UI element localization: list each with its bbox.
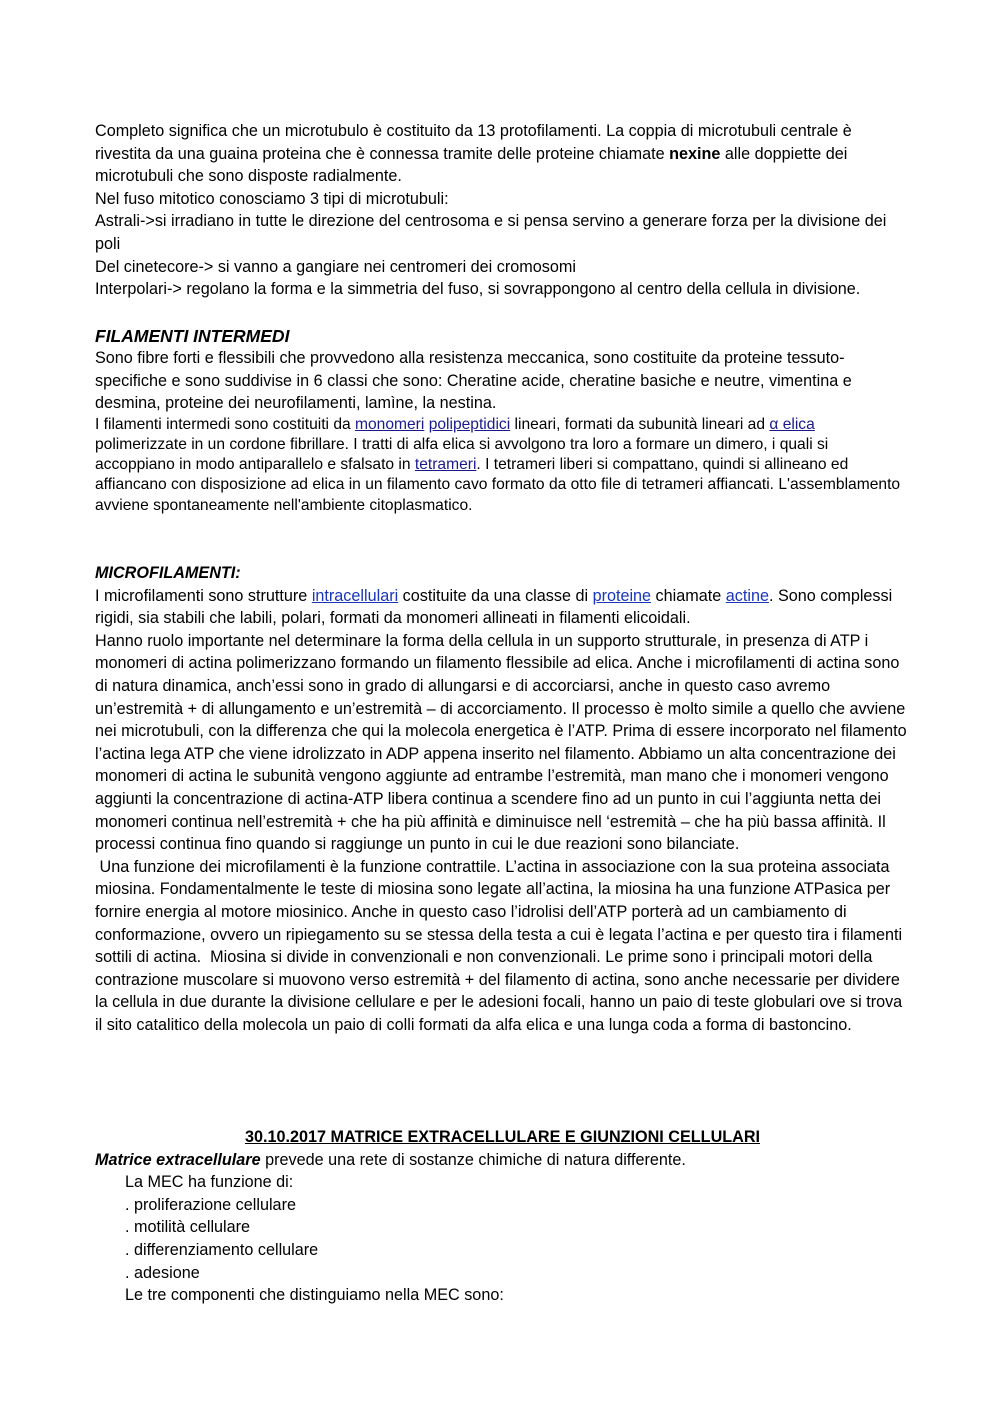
text-span: . I tetrameri liberi si compattano, quindi si allineano ed affiancano con disposizione ad elica in un filamento cavo formato da otto file di tetrameri affiancati. L'assemblamento avviene spontaneamente nell'ambiente citoplasmatico.: [95, 456, 901, 514]
paragraph: Astrali->si irradiano in tutte le direzione del centrosoma e si pensa servino a generare forza per la divisione dei poli: [95, 212, 887, 253]
text-span: I microfilamenti sono strutture: [95, 586, 312, 605]
bold-term: nexine: [669, 144, 721, 163]
text-span: chiamate: [651, 586, 726, 605]
text-span: . Sono complessi rigidi, sia stabili che labili, polari, formati da monomeri allineati in filamenti elicoidali.: [95, 586, 893, 628]
link-tetrameri[interactable]: tetrameri: [414, 456, 477, 474]
text-span: polimerizzate in un cordone fibrillare. I tratti di alfa elica si avvolgono tra loro a formare un dimero, i quali si accoppiano in modo antiparallelo e sfalsato in: [95, 435, 829, 474]
link-intracellulari[interactable]: intracellulari: [311, 586, 399, 605]
link-monomeri[interactable]: monomeri: [355, 415, 425, 433]
paragraph: [95, 585, 910, 630]
list-item: . adesione: [125, 1263, 200, 1282]
paragraph: Interpolari-> regolano la forma e la simmetria del fuso, si sovrappongono al centro della cellula in divisione.: [95, 280, 861, 299]
paragraph: [95, 415, 910, 516]
list-item: . proliferazione cellulare: [125, 1195, 296, 1214]
list-intro: La MEC ha funzione di:: [125, 1173, 294, 1192]
link-polipeptidici[interactable]: polipeptidici: [428, 415, 511, 433]
section-heading: FILAMENTI INTERMEDI: [95, 326, 290, 346]
bold-term: Matrice extracellulare: [95, 1150, 261, 1169]
intro-section: [95, 120, 910, 301]
closing-line: Le tre componenti che distinguiamo nella MEC sono:: [125, 1286, 504, 1305]
link-proteine[interactable]: proteine: [592, 586, 652, 605]
section-title: 30.10.2017 MATRICE EXTRACELLULARE E GIUNZIONI CELLULARI: [244, 1128, 761, 1146]
intro-paragraph: [95, 120, 910, 188]
section-heading: MICROFILAMENTI:: [95, 564, 241, 582]
text-span: costituite da una classe di: [398, 586, 593, 605]
list-item: . motilità cellulare: [125, 1218, 251, 1237]
text-span: Completo significa che un microtubulo è costituito da 13 protofilamenti. La coppia di microtubuli centrale è rivestita da una guaina proteina che è connessa tramite delle proteine chiamate: [95, 122, 852, 163]
text-span: lineari, formati da subunità lineari ad: [510, 415, 770, 433]
matrix-section: [95, 1126, 910, 1307]
list-item: . differenziamento cellulare: [125, 1240, 319, 1259]
paragraph: Nel fuso mitotico conosciamo 3 tipi di microtubuli:: [95, 189, 449, 208]
link-alfa-elica[interactable]: α elica: [769, 415, 815, 433]
paragraph: [95, 1149, 910, 1172]
link-actine[interactable]: actine: [725, 586, 769, 605]
paragraph: Hanno ruolo importante nel determinare la forma della cellula in un supporto strutturale, in presenza di ATP i monomeri di actina polimerizzano formando un filamento flessibile ad elica. Anche i microfilamenti di actina sono di natura dinamica, anch’essi sono in grado di allungarsi e di accorciarsi, anche in questo caso avremo un’estremità + di allungamento e un’estremità – di accorciamento. Il processo è molto simile a quello che avviene nei microtubuli, con la differenza che qui la molecola energetica è l’ATP. Prima di essere incorporato nel filamento l’actina lega ATP che viene idrolizzato in ADP appena inserito nel filamento. Abbiamo un alta concentrazione dei monomeri di actina le subunità vengono aggiunte ad entrambe l’estremità, man mano che i monomeri vengono aggiunti la concentrazione di actina-ATP libera continua a scendere fino ad un punto in cui l’aggiunta netta dei monomeri continua nell’estremità + che ha più affinità e diminuisce nell ‘estremità – che ha più bassa affinità. Il processi continua fino quando si raggiunge un punto in cui le due reazioni sono bilanciate.: [95, 631, 907, 854]
paragraph: Sono fibre forti e flessibili che provvedono alla resistenza meccanica, sono costituite da proteine tessuto-specifiche e sono suddivise in 6 classi che sono: Cheratine acide, cheratine basiche e neutre, vimentina e desmina, proteine dei neurofilamenti, lamìne, la nestina.: [95, 349, 852, 413]
mec-function-list: [95, 1171, 910, 1307]
text-span: prevede una rete di sostanze chimiche di natura differente.: [260, 1150, 686, 1169]
text-span: alle doppiette dei microtubuli che sono disposte radialmente.: [95, 144, 848, 186]
microfilaments-section: [95, 562, 910, 1036]
text-span: I filamenti intermedi sono costituiti da: [95, 415, 356, 433]
paragraph: Del cinetecore-> si vanno a gangiare nei centromeri dei cromosomi: [95, 257, 576, 276]
paragraph: Una funzione dei microfilamenti è la funzione contrattile. L’actina in associazione con la sua proteina associata miosina. Fondamentalmente le teste di miosina sono legate all’actina, la miosina ha una funzione ATPasica per fornire energia al motore miosinico. Anche in questo caso l’idrolisi dell’ATP porterà ad un cambiamento di conformazione, ovvero un ripiegamento su se stessa della testa a cui è legata l’actina e per questo tira i filamenti sottili di actina. Miosina si divide in convenzionali e non convenzionali. Le prime sono i principali motori della contrazione muscolare si muovono verso estremità + del filamento di actina, sono anche necessarie per dividere la cellula in due durante la divisione cellulare e per le adesioni focali, hanno un paio di teste globulari ove si trova il sito catalitico della molecola un paio di colli formati da alfa elica e una lunga coda a forma di bastoncino.: [95, 857, 907, 1034]
intermediate-filaments-section: [95, 325, 910, 516]
